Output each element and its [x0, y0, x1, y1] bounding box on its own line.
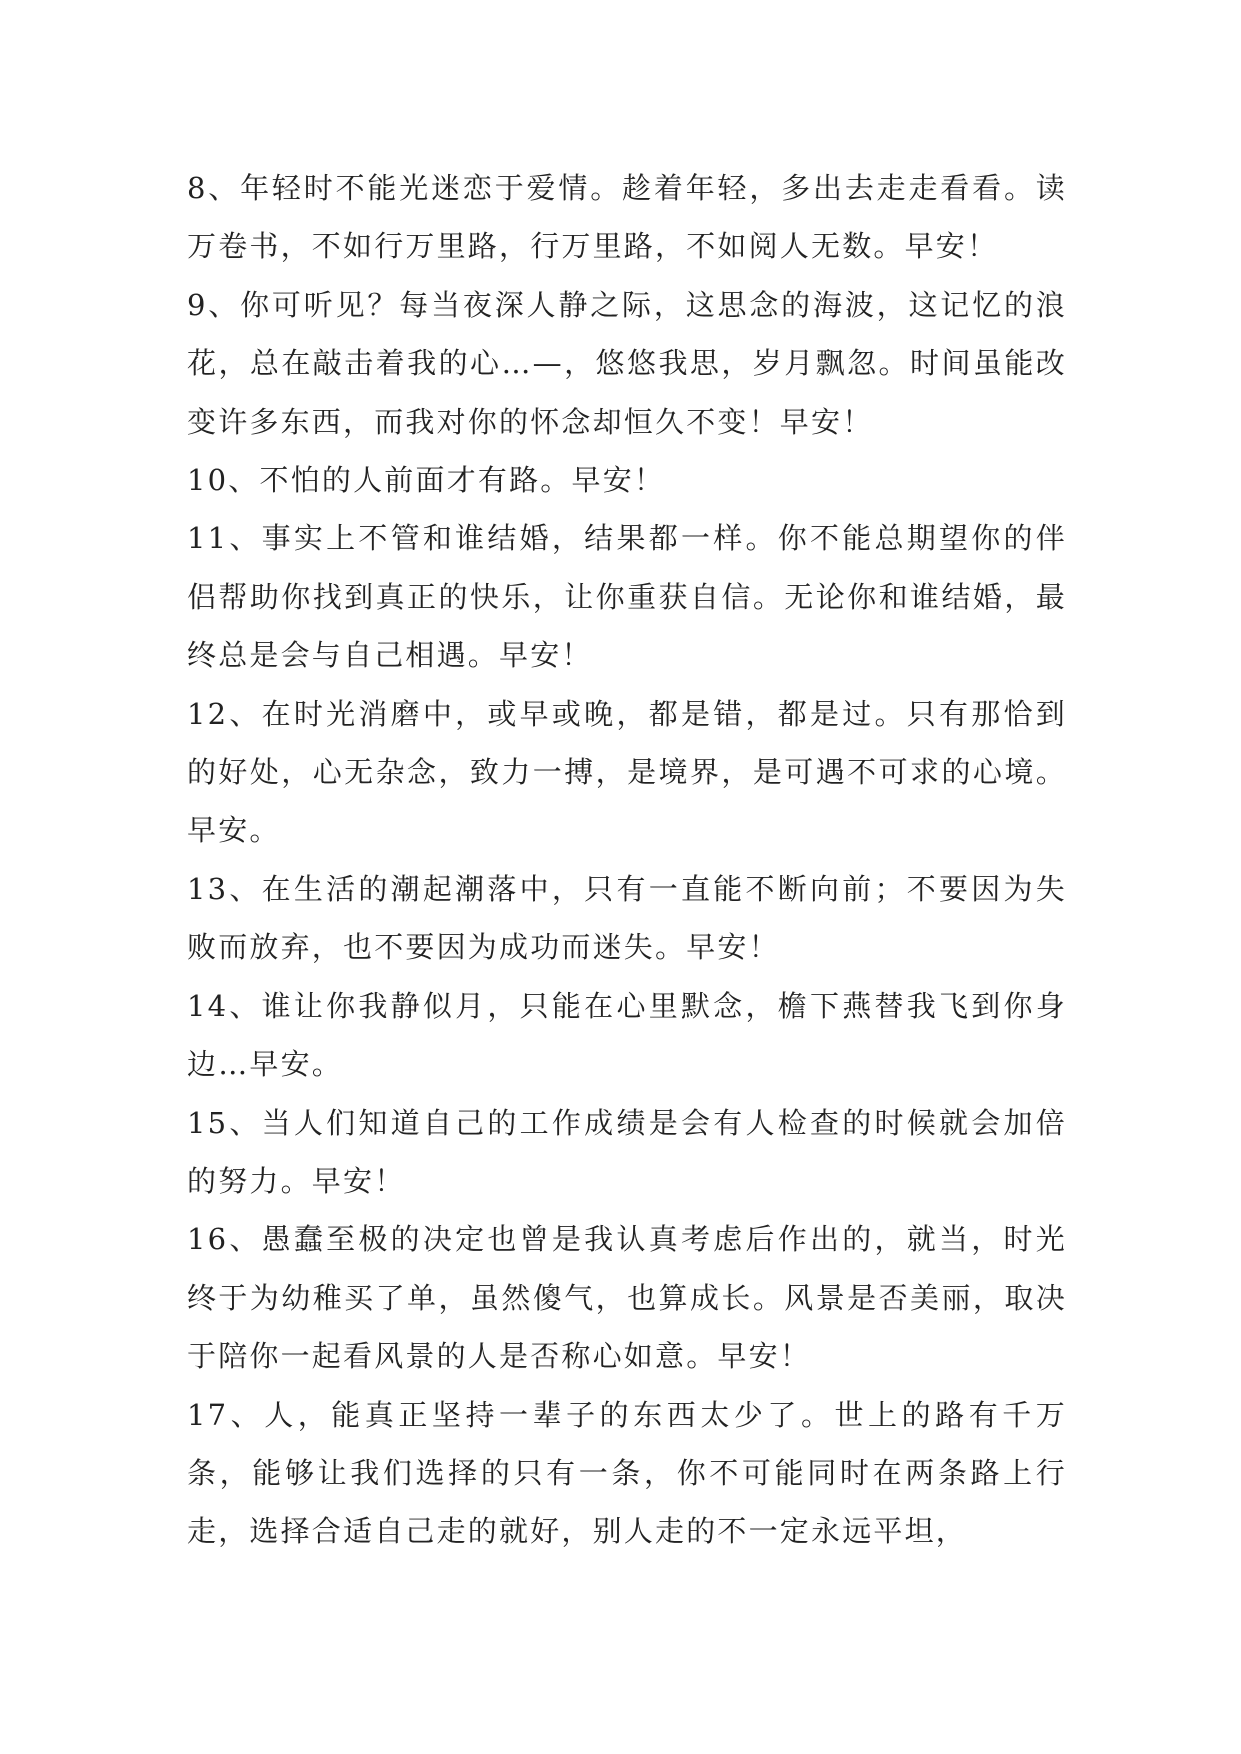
paragraph-item-12: 12、在时光消磨中，或早或晚，都是错，都是过。只有那恰到的好处，心无杂念，致力一搏，是境界，是可遇不可求的心境。早安。: [187, 696, 1067, 848]
paragraph-item-16: 16、愚蠢至极的决定也曾是我认真考虑后作出的，就当，时光终于为幼稚买了单，虽然傻气，也算成长。风景是否美丽，取决于陪你一起看风景的人是否称心如意。早安！: [187, 1222, 1067, 1374]
paragraph-item-17: 17、人，能真正坚持一辈子的东西太少了。世上的路有千万条，能够让我们选择的只有一条，你不可能同时在两条路上行走，选择合适自己走的就好，别人走的不一定永远平坦，: [187, 1397, 1067, 1549]
paragraph-item-13: 13、在生活的潮起潮落中，只有一直能不断向前；不要因为失败而放弃，也不要因为成功而迷失。早安！: [187, 871, 1067, 965]
paragraph-item-15: 15、当人们知道自己的工作成绩是会有人检查的时候就会加倍的努力。早安！: [187, 1105, 1067, 1198]
paragraph-item-10: 10、不怕的人前面才有路。早安！: [187, 463, 666, 498]
document-body: [187, 159, 1067, 1561]
paragraph-item-8: 8、年轻时不能光迷恋于爱情。趁着年轻，多出去走走看看。读万卷书，不如行万里路，行万里路，不如阅人无数。早安！: [187, 171, 1067, 264]
paragraph-item-11: 11、事实上不管和谁结婚，结果都一样。你不能总期望你的伴侣帮助你找到真正的快乐，让你重获自信。无论你和谁结婚，最终总是会与自己相遇。早安！: [187, 521, 1067, 673]
paragraph-item-9: 9、你可听见？每当夜深人静之际，这思念的海波，这记忆的浪花，总在敲击着我的心…—，悠悠我思，岁月飘忽。时间虽能改变许多东西，而我对你的怀念却恒久不变！早安！: [187, 287, 1067, 439]
paragraph-item-14: 14、谁让你我静似月，只能在心里默念，檐下燕替我飞到你身边…早安。: [187, 988, 1067, 1082]
